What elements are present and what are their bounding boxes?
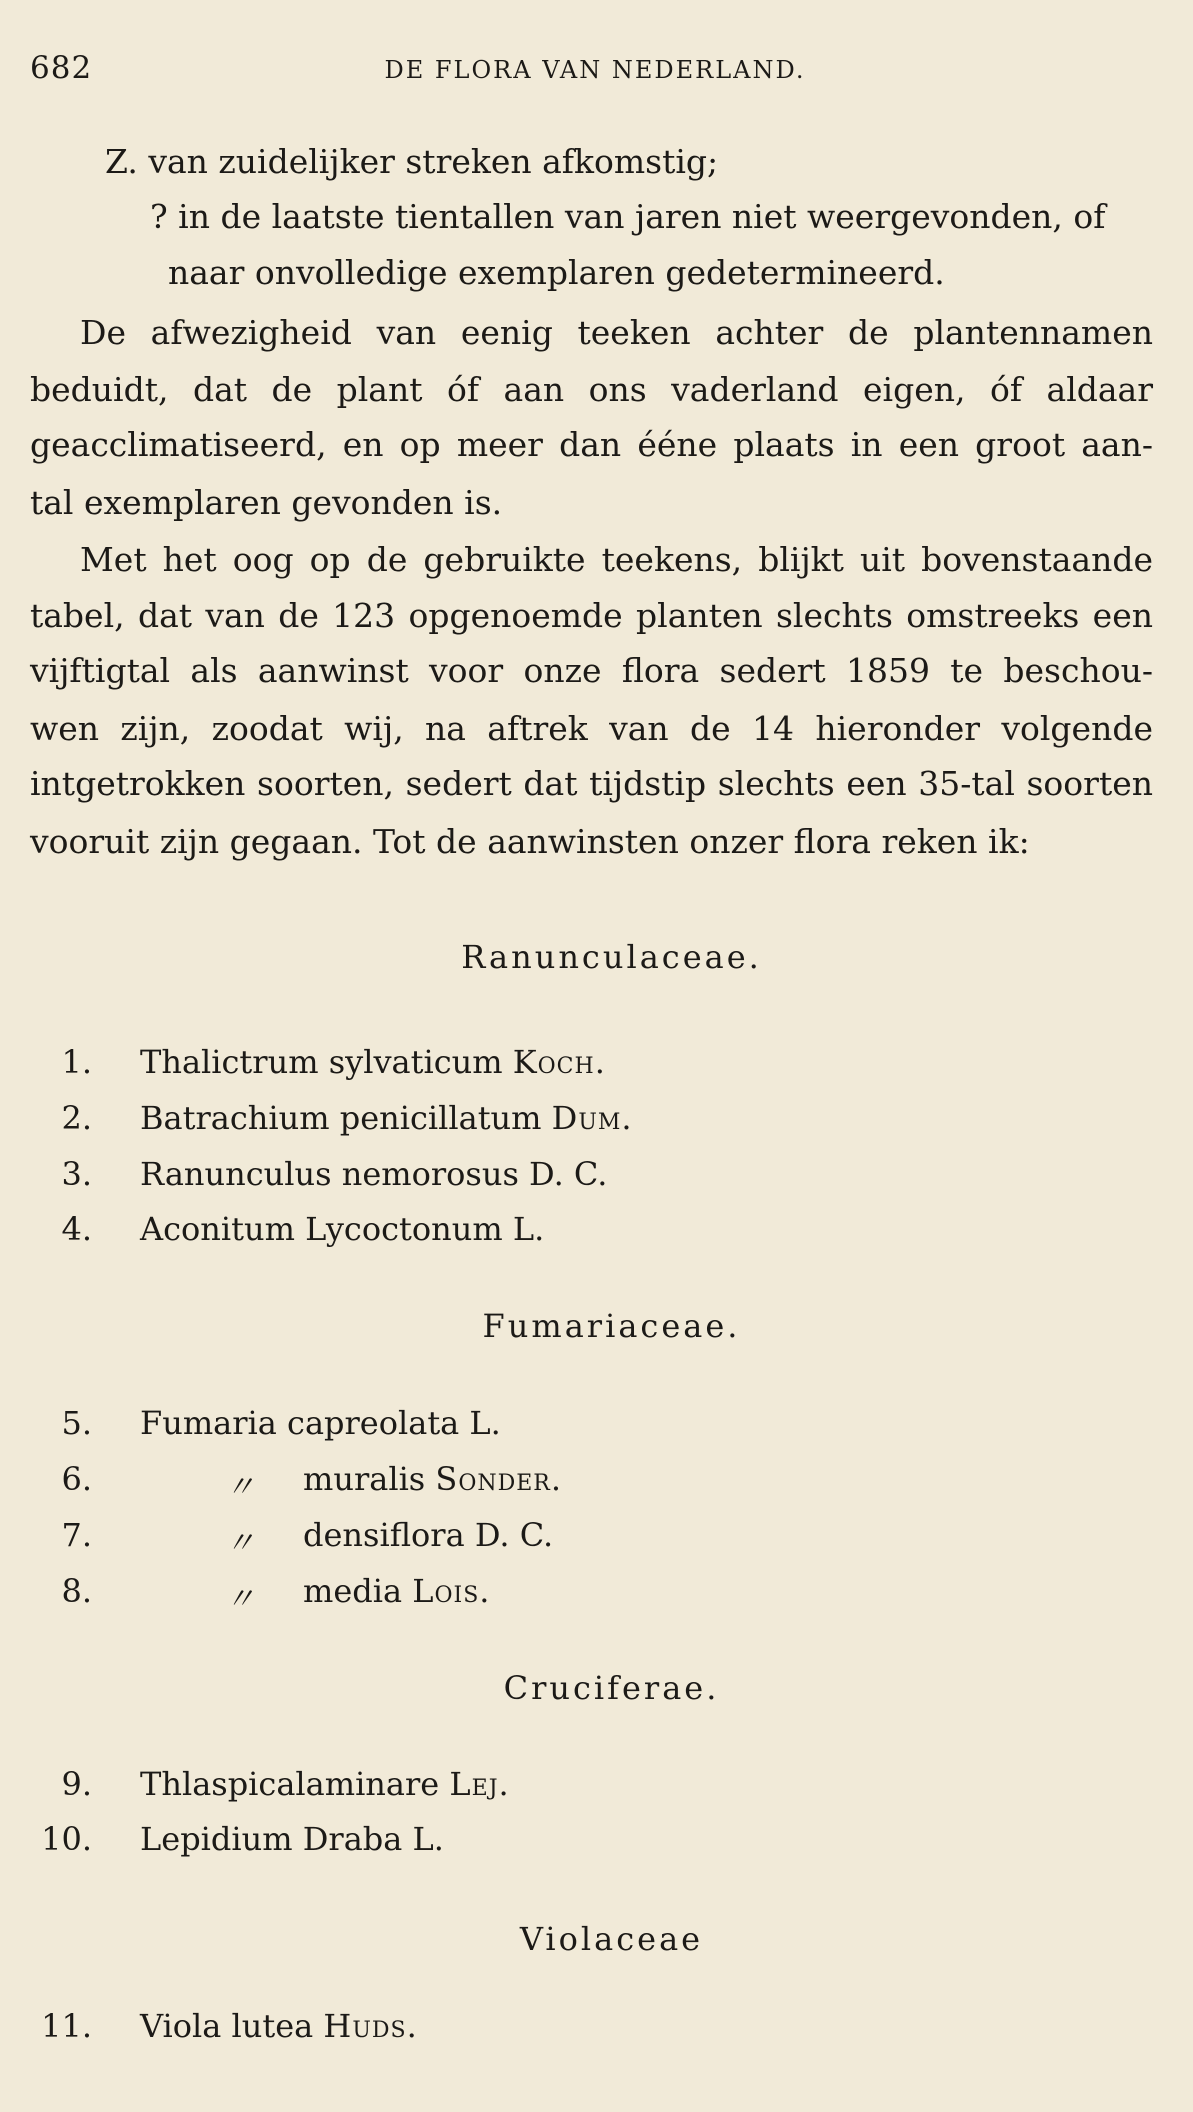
author: Sonder. bbox=[435, 1460, 563, 1498]
species-name: densiflora bbox=[303, 1516, 465, 1554]
species-name: muralis bbox=[303, 1460, 426, 1498]
author: Koch. bbox=[512, 1043, 606, 1081]
species-name: Batrachium penicillatum bbox=[140, 1099, 542, 1137]
paragraph-line: geacclimatiseerd, en op meer dan éénе plaats in een groot aan- bbox=[30, 425, 1153, 464]
paragraph-line: De afwezigheid van eenig teeken achter de plantennamen bbox=[80, 313, 1153, 352]
author: Lois. bbox=[412, 1572, 491, 1610]
legend-question-line-continued: naar onvolledige exemplaren gedetermineerd. bbox=[168, 253, 945, 292]
paragraph-line: tabel, dat van de 123 opgenoemde planten slechts omstreeks een bbox=[30, 596, 1153, 635]
species-name: Thalictrum sylvaticum bbox=[140, 1043, 503, 1081]
paragraph-line: intgetrokken soorten, sedert dat tijdstip slechts een 35-tal soorten bbox=[30, 764, 1153, 803]
entry-number: 3. bbox=[61, 1155, 92, 1193]
author: L. bbox=[412, 1820, 444, 1858]
entry-number: 8. bbox=[61, 1572, 92, 1610]
legend-question-line: ? in de laatste tientallen van jaren niet weergevonden, of bbox=[150, 197, 1106, 236]
species-entry bbox=[303, 1572, 490, 1610]
family-heading: Fumariaceae. bbox=[482, 1307, 741, 1345]
species-entry bbox=[303, 1460, 562, 1498]
entry-number: 9. bbox=[61, 1765, 92, 1803]
family-heading: Violaceae bbox=[519, 1920, 704, 1958]
author: L. bbox=[469, 1404, 501, 1442]
species-entry bbox=[140, 1820, 444, 1858]
author: Lej. bbox=[449, 1765, 510, 1803]
family-heading: Ranunculaceae. bbox=[461, 938, 762, 976]
species-name: Thlaspicalaminare bbox=[140, 1765, 440, 1803]
species-entry bbox=[140, 1043, 606, 1081]
entry-number: 2. bbox=[61, 1099, 92, 1137]
author: Dum. bbox=[551, 1099, 633, 1137]
ditto-mark: 〃 bbox=[225, 1526, 255, 1561]
species-entry bbox=[140, 1210, 544, 1248]
species-name: Aconitum Lycoctonum bbox=[140, 1210, 503, 1248]
species-entry bbox=[140, 1765, 510, 1803]
paragraph-line: tal exemplaren gevonden is. bbox=[30, 483, 503, 522]
page-number: 682 bbox=[30, 50, 93, 86]
author: D. C. bbox=[474, 1516, 554, 1554]
running-head: DE FLORA VAN NEDERLAND. bbox=[384, 56, 806, 84]
entry-number: 1. bbox=[61, 1043, 92, 1081]
species-entry bbox=[303, 1516, 553, 1554]
entry-number: 7. bbox=[61, 1516, 92, 1554]
entry-number: 5. bbox=[61, 1404, 92, 1442]
paragraph-line: Met het oog op de gebruikte teekens, blijkt uit bovenstaande bbox=[80, 540, 1153, 579]
paragraph-line: wen zijn, zoodat wij, na aftrek van de 14 hieronder volgende bbox=[30, 709, 1153, 748]
species-name: Ranunculus nemorosus bbox=[140, 1155, 519, 1193]
species-name: Viola lutea bbox=[140, 2007, 314, 2045]
paragraph-line: beduidt, dat de plant óf aan ons vaderland eigen, óf aldaar bbox=[30, 370, 1153, 409]
entry-number: 6. bbox=[61, 1460, 92, 1498]
species-entry bbox=[140, 1404, 501, 1442]
species-entry bbox=[140, 1155, 607, 1193]
species-name: Lepidium Draba bbox=[140, 1820, 403, 1858]
entry-number: 10. bbox=[41, 1820, 92, 1858]
author: Huds. bbox=[323, 2007, 418, 2045]
entry-number: 4. bbox=[61, 1210, 92, 1248]
author: D. C. bbox=[529, 1155, 608, 1193]
species-entry bbox=[140, 1099, 633, 1137]
species-entry bbox=[140, 2007, 418, 2045]
species-name: Fumaria capreolata bbox=[140, 1404, 460, 1442]
ditto-mark: 〃 bbox=[225, 1582, 255, 1617]
author: L. bbox=[512, 1210, 545, 1248]
entry-number: 11. bbox=[41, 2007, 92, 2045]
legend-z-line: Z. van zuidelijker streken afkomstig; bbox=[105, 142, 719, 181]
page-header bbox=[30, 50, 1160, 110]
paragraph-line: vijftigtal als aanwinst voor onze flora sedert 1859 te beschou- bbox=[30, 651, 1153, 690]
family-heading: Cruciferae. bbox=[503, 1669, 720, 1707]
species-name: media bbox=[303, 1572, 403, 1610]
ditto-mark: 〃 bbox=[225, 1470, 255, 1505]
paragraph-line: vooruit zijn gegaan. Tot de aanwinsten onzer flora reken ik: bbox=[30, 822, 1030, 861]
